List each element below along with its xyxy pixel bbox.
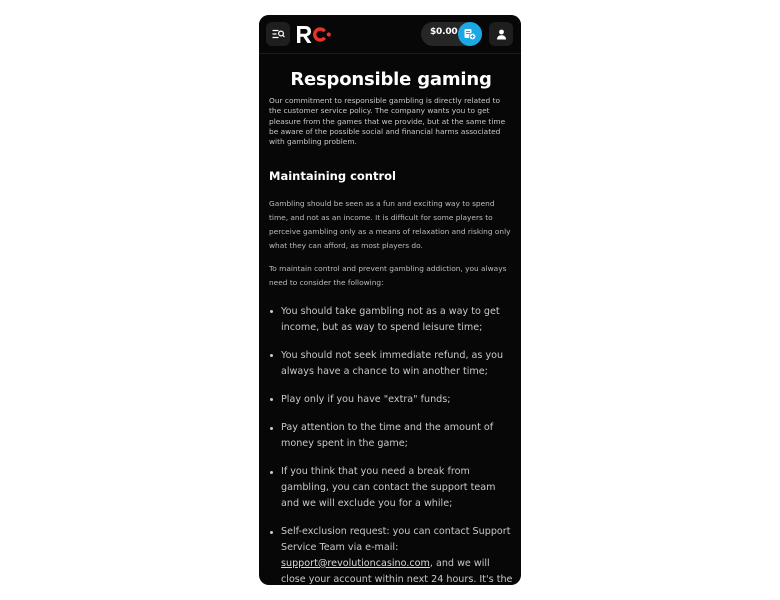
paragraph: To maintain control and prevent gambling addiction, you always need to consider the following: xyxy=(269,264,507,287)
guidelines-list xyxy=(269,304,513,585)
list-item: You should not seek immediate refund, as you always have a chance to win another time; xyxy=(281,348,513,380)
menu-search-icon xyxy=(272,29,285,39)
list-item-text: , and we will close your account within next 24 hours. It's the xyxy=(281,557,513,585)
mobile-screen xyxy=(259,15,521,585)
user-button[interactable] xyxy=(489,22,513,46)
section-heading: Maintaining control xyxy=(269,169,396,184)
top-bar xyxy=(259,15,521,54)
intro-text: Our commitment to responsible gambling is directly related to the customer service policy. The company wants you to get pleasure from the games that we provide, but at the same time be aware of the possible social and financial harms associated with gambling problem. xyxy=(269,96,506,147)
page-title: Responsible gaming xyxy=(290,69,492,90)
support-email-link[interactable]: support@revolutioncasino.com xyxy=(281,557,430,569)
deposit-button[interactable] xyxy=(458,22,482,46)
paragraph: Gambling should be seen as a fun and exciting way to spend time, and not as an income. It is difficult for some players to perceive gambling only as a means of relaxation and risking only what they can afford, as most players do. xyxy=(269,199,511,250)
balance-amount: $0.00 xyxy=(430,27,458,37)
casino-logo[interactable] xyxy=(295,22,335,46)
wallet-plus-icon xyxy=(463,27,477,41)
list-item xyxy=(281,524,513,585)
page-content xyxy=(269,69,513,585)
list-item: Play only if you have "extra" funds; xyxy=(281,392,513,408)
list-item-text: Self-exclusion request: you can contact Support Service Team via e-mail: xyxy=(281,526,511,553)
user-icon xyxy=(496,29,507,40)
list-item: You should take gambling not as a way to get income, but as way to spend leisure time; xyxy=(281,304,513,336)
list-item: Pay attention to the time and the amount of money spent in the game; xyxy=(281,420,513,452)
list-item: If you think that you need a break from gambling, you can contact the support team and we will exclude you for a while; xyxy=(281,464,513,511)
menu-button[interactable] xyxy=(266,22,290,46)
balance-pill[interactable] xyxy=(421,22,482,46)
